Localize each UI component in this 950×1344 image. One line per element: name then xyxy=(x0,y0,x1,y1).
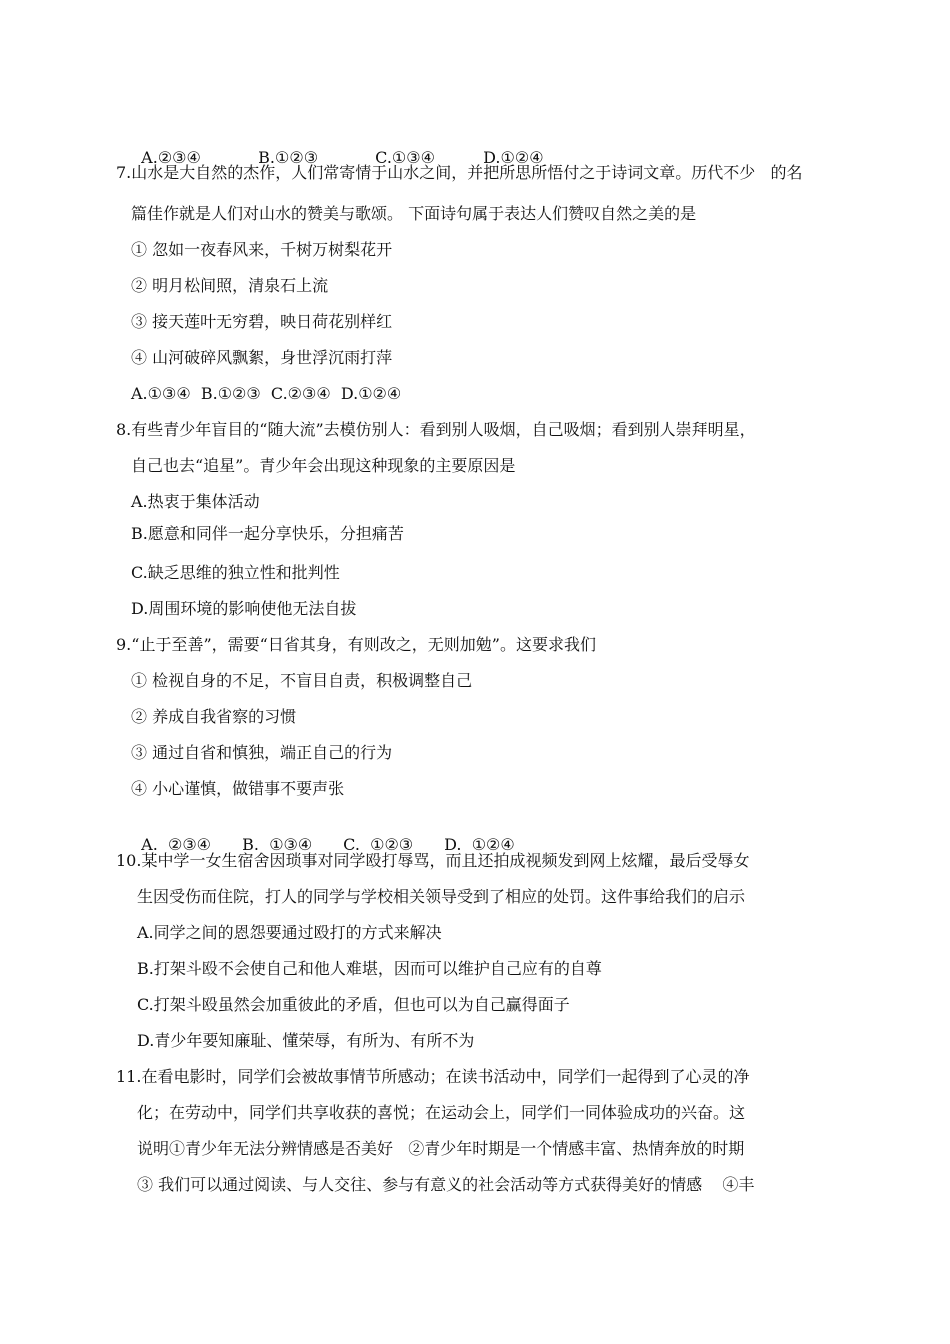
q11-stem-line3: 说明①青少年无法分辨情感是否美好 ②青少年时期是一个情感丰富、热情奔放的时期 xyxy=(137,1139,745,1158)
q9-stem: 9.“止于至善”，需要“日省其身，有则改之，无则加勉”。这要求我们 xyxy=(116,635,596,654)
q6-option-d: D.①②④ xyxy=(483,148,544,167)
q7-item-1: ① 忽如一夜春风来，千树万树梨花开 xyxy=(131,240,393,259)
q6-options xyxy=(131,128,544,168)
q9-item-1: ① 检视自身的不足，不盲目自责，积极调整自己 xyxy=(131,671,473,690)
q9-options xyxy=(131,815,515,855)
q9-item-3: ③ 通过自省和慎独，端正自己的行为 xyxy=(131,743,393,762)
q11-stem-line2: 化；在劳动中，同学们共享收获的喜悦；在运动会上，同学们一同体验成功的兴奋。这 xyxy=(137,1103,746,1122)
q8-stem-line2: 自己也去“追星”。青少年会出现这种现象的主要原因是 xyxy=(131,456,516,475)
q10-option-c: C.打架斗殴虽然会加重彼此的矛盾，但也可以为自己赢得面子 xyxy=(137,995,570,1014)
q9-option-b: B. ①③④ xyxy=(242,835,313,854)
q10-stem-line1: 10.某中学一女生宿舍因琐事对同学殴打辱骂，而且还拍成视频发到网上炫耀，最后受辱女 xyxy=(116,851,750,870)
q8-option-c: C.缺乏思维的独立性和批判性 xyxy=(131,563,340,582)
q8-stem-line1: 8.有些青少年盲目的“随大流”去模仿别人：看到别人吸烟，自己吸烟；看到别人崇拜明星， xyxy=(116,420,756,439)
q9-option-d: D. ①②④ xyxy=(444,835,515,854)
q9-item-4: ④ 小心谨慎，做错事不要声张 xyxy=(131,779,345,798)
q10-option-d: D.青少年要知廉耻、懂荣辱，有所为、有所不为 xyxy=(137,1031,475,1050)
q7-stem-line1: 7.山水是大自然的杰作，人们常寄情于山水之间，并把所思所悟付之于诗词文章。历代不少 的名 xyxy=(116,163,803,182)
q7-stem-line2: 篇佳作就是人们对山水的赞美与歌颂。 下面诗句属于表达人们赞叹自然之美的是 xyxy=(131,204,697,223)
q11-stem-line4: ③ 我们可以通过阅读、与人交往、参与有意义的社会活动等方式获得美好的情感 ④丰 xyxy=(137,1175,755,1194)
q6-option-b: B.①②③ xyxy=(258,148,319,167)
q7-item-3: ③ 接天莲叶无穷碧，映日荷花别样红 xyxy=(131,312,393,331)
q8-option-d: D.周围环境的影响使他无法自拔 xyxy=(131,599,357,618)
q9-option-a: A. ②③④ xyxy=(141,835,212,854)
q7-options: A.①③④ B.①②③ C.②③④ D.①②④ xyxy=(131,384,402,403)
q9-item-2: ② 养成自我省察的习惯 xyxy=(131,707,297,726)
q6-option-c: C.①③④ xyxy=(375,148,435,167)
q10-stem-line2: 生因受伤而住院，打人的同学与学校相关领导受到了相应的处罚。这件事给我们的启示 xyxy=(137,887,746,906)
q8-option-a: A.热衷于集体活动 xyxy=(131,492,260,511)
q7-item-4: ④ 山河破碎风飘絮，身世浮沉雨打萍 xyxy=(131,348,393,367)
q11-stem-line1: 11.在看电影时，同学们会被故事情节所感动；在读书活动中，同学们一起得到了心灵的净 xyxy=(116,1067,750,1086)
q10-option-a: A.同学之间的恩怨要通过殴打的方式来解决 xyxy=(137,923,442,942)
q10-option-b: B.打架斗殴不会使自己和他人难堪，因而可以维护自己应有的自尊 xyxy=(137,959,602,978)
q9-option-c: C. ①②③ xyxy=(343,835,414,854)
q7-item-2: ② 明月松间照，清泉石上流 xyxy=(131,276,329,295)
q8-option-b: B.愿意和同伴一起分享快乐，分担痛苦 xyxy=(131,524,404,543)
q6-option-a: A.②③④ xyxy=(141,148,201,167)
